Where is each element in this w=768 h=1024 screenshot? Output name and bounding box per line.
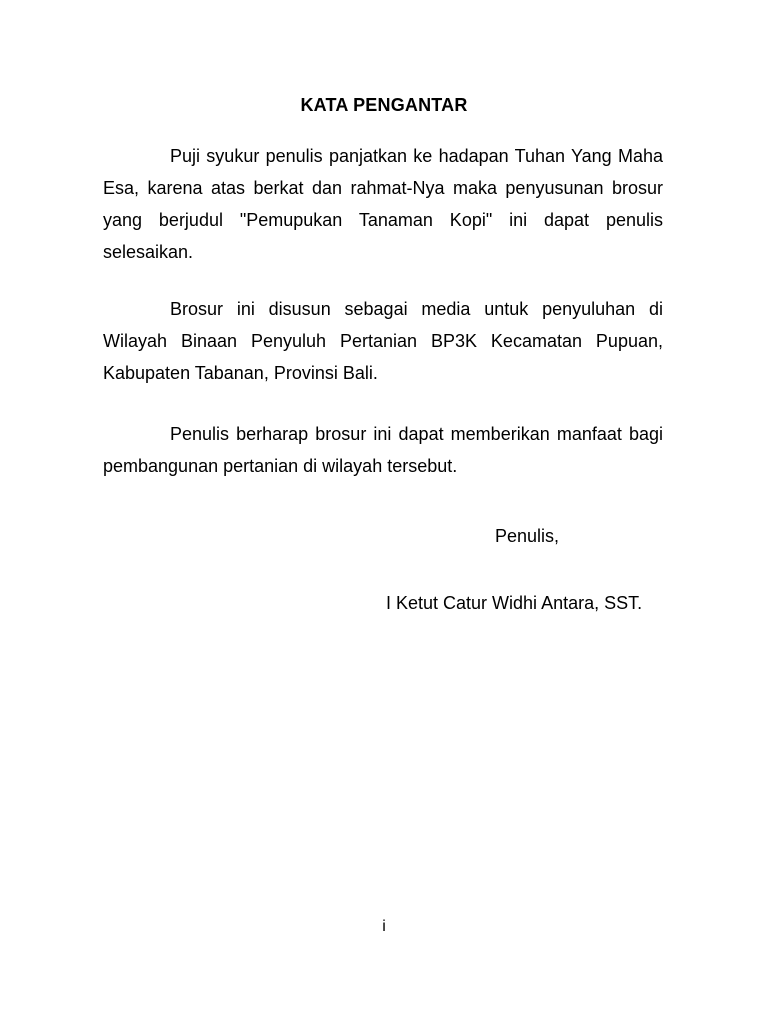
paragraph-2: Brosur ini disusun sebagai media untuk penyuluhan di Wilayah Binaan Penyuluh Pertanian BP3K Kecamatan Pupuan, Kabupaten Tabanan, Provinsi Bali.	[103, 299, 663, 383]
page-title: KATA PENGANTAR	[300, 95, 468, 115]
closing-label: Penulis,	[495, 526, 560, 546]
paragraph-3: Penulis berharap brosur ini dapat memberikan manfaat bagi pembangunan pertanian di wilayah tersebut.	[103, 424, 663, 476]
page-number: i	[382, 918, 386, 935]
paragraph-1: Puji syukur penulis panjatkan ke hadapan Tuhan Yang Maha Esa, karena atas berkat dan rahmat-Nya maka penyusunan brosur yang berjudul "Pemupukan Tanaman Kopi" ini dapat penulis selesaikan.	[103, 146, 663, 262]
author-name: I Ketut Catur Widhi Antara, SST.	[386, 593, 643, 613]
